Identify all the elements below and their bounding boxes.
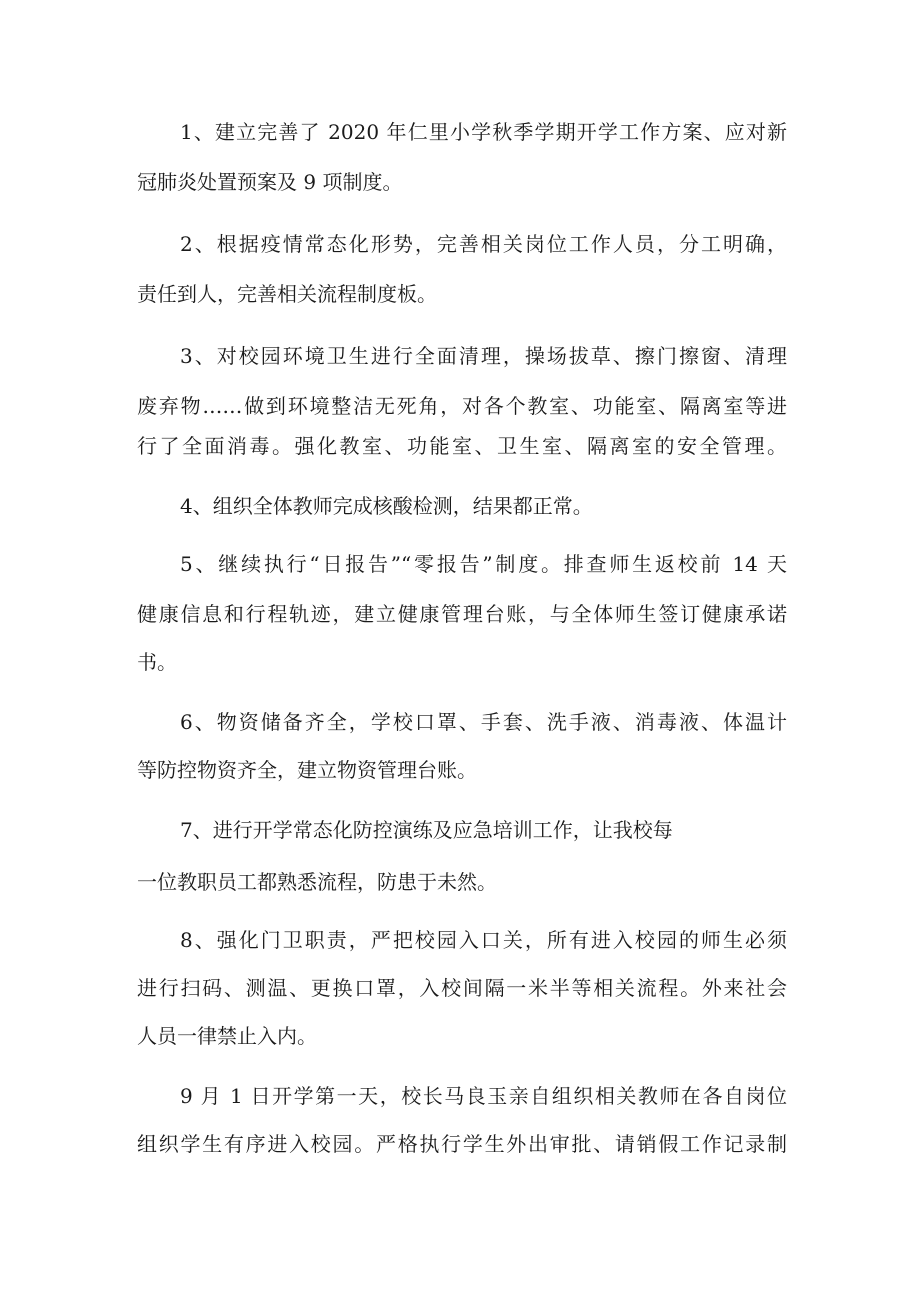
paragraph-2-line-1: 2、根据疫情常态化形势，完善相关岗位工作人员，分工明确，: [180, 232, 787, 256]
paragraph-9-line-1: 9 月 1 日开学第一天，校长马良玉亲自组织相关教师在各自岗位: [180, 1084, 787, 1108]
paragraph-9-line-2: 组织学生有序进入校园。严格执行学生外出审批、请销假工作记录制: [137, 1132, 787, 1156]
paragraph-6-line-2: 等防控物资齐全，建立物资管理台账。: [137, 758, 477, 782]
paragraph-3-line-2: 废弃物……做到环境整洁无死角，对各个教室、功能室、隔离室等进: [137, 394, 787, 418]
paragraph-5-line-3: 书。: [137, 650, 177, 674]
paragraph-5-line-2: 健康信息和行程轨迹，建立健康管理台账，与全体师生签订健康承诺: [137, 602, 787, 626]
paragraph-7-line-2: 一位教职员工都熟悉流程，防患于未然。: [137, 870, 497, 894]
paragraph-1-line-1: 1、建立完善了 2020 年仁里小学秋季学期开学工作方案、应对新: [180, 120, 787, 144]
paragraph-3-line-3: 行了全面消毒。强化教室、功能室、卫生室、隔离室的安全管理。: [137, 434, 787, 458]
paragraph-7-line-1: 7、进行开学常态化防控演练及应急培训工作，让我校每: [180, 818, 673, 842]
paragraph-4-line-1: 4、组织全体教师完成核酸检测，结果都正常。: [180, 494, 593, 518]
paragraph-8-line-2: 进行扫码、测温、更换口罩，入校间隔一米半等相关流程。外来社会: [137, 976, 787, 1000]
paragraph-2-line-2: 责任到人，完善相关流程制度板。: [137, 282, 437, 306]
paragraph-1-line-2: 冠肺炎处置预案及 9 项制度。: [137, 170, 403, 194]
paragraph-3-line-1: 3、对校园环境卫生进行全面清理，操场拔草、擦门擦窗、清理: [180, 344, 787, 368]
paragraph-8-line-1: 8、强化门卫职责，严把校园入口关，所有进入校园的师生必须: [180, 928, 787, 952]
paragraph-6-line-1: 6、物资储备齐全，学校口罩、手套、洗手液、消毒液、体温计: [180, 710, 787, 734]
paragraph-8-line-3: 人员一律禁止入内。: [137, 1024, 317, 1048]
paragraph-5-line-1: 5、继续执行“日报告”“零报告”制度。排查师生返校前 14 天: [180, 552, 787, 576]
